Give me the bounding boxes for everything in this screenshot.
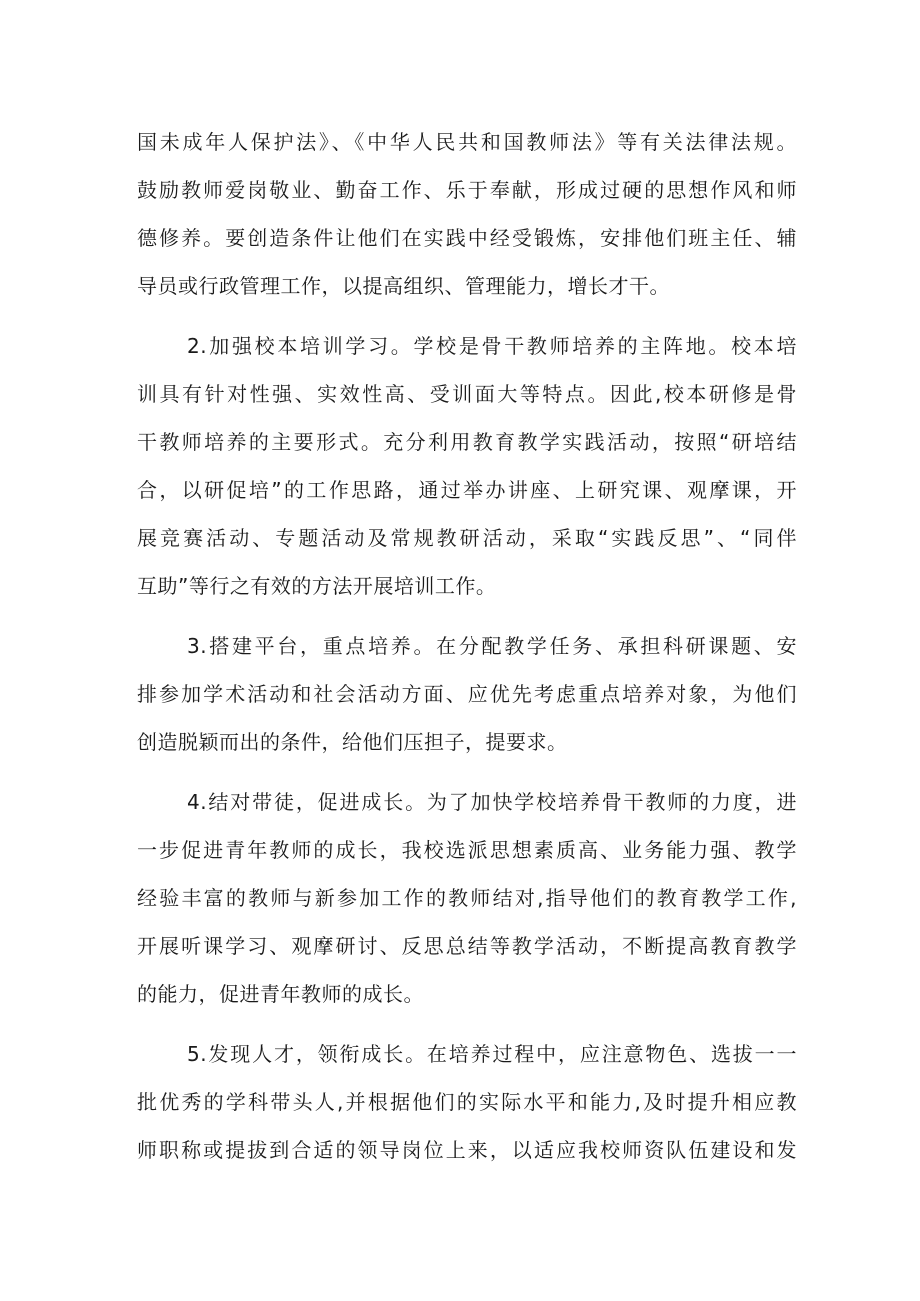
paragraph-line: 5.发现人才，领衔成长。在培养过程中，应注意物色、选拔一一 bbox=[187, 1042, 797, 1066]
paragraph-line: 合，以研促培”的工作思路，通过举办讲座、上研究课、观摩课，开 bbox=[137, 478, 797, 502]
paragraph-line: 的能力，促进青年教师的成长。 bbox=[137, 982, 424, 1006]
paragraph-2 bbox=[137, 322, 797, 610]
paragraph-line: 展竞赛活动、专题活动及常规教研活动，采取“实践反思”、“同伴 bbox=[137, 526, 797, 550]
paragraph-line: 国未成年人保护法》、《中华人民共和国教师法》等有关法律法规。 bbox=[137, 130, 797, 154]
paragraph-line: 4.结对带徒，促进成长。为了加快学校培养骨干教师的力度，进 bbox=[187, 790, 797, 814]
paragraph-line: 互助”等行之有效的方法开展培训工作。 bbox=[137, 574, 497, 598]
paragraph-line: 开展听课学习、观摩研讨、反思总结等教学活动，不断提高教育教学 bbox=[137, 934, 797, 958]
paragraph-line: 师职称或提拔到合适的领导岗位上来，以适应我校师资队伍建设和发 bbox=[137, 1138, 797, 1162]
paragraph-line: 批优秀的学科带头人,并根据他们的实际水平和能力,及时提升相应教 bbox=[137, 1090, 797, 1114]
paragraph-line: 2.加强校本培训学习。学校是骨干教师培养的主阵地。校本培 bbox=[187, 334, 797, 358]
paragraph-line: 排参加学术活动和社会活动方面、应优先考虑重点培养对象，为他们 bbox=[137, 682, 797, 706]
paragraph-5 bbox=[137, 1030, 797, 1174]
paragraph-line: 一步促进青年教师的成长，我校选派思想素质高、业务能力强、教学 bbox=[137, 838, 797, 862]
paragraph-line: 3.搭建平台，重点培养。在分配教学任务、承担科研课题、安 bbox=[187, 634, 797, 658]
paragraph-1 bbox=[137, 118, 797, 310]
paragraph-3 bbox=[137, 622, 797, 766]
paragraph-line: 干教师培养的主要形式。充分利用教育教学实践活动，按照“研培结 bbox=[137, 430, 797, 454]
paragraph-line: 鼓励教师爱岗敬业、勤奋工作、乐于奉献，形成过硬的思想作风和师 bbox=[137, 178, 797, 202]
paragraph-line: 经验丰富的教师与新参加工作的教师结对,指导他们的教育教学工作, bbox=[137, 886, 797, 910]
paragraph-line: 训具有针对性强、实效性高、受训面大等特点。因此,校本研修是骨 bbox=[137, 382, 797, 406]
document-body bbox=[137, 118, 797, 1186]
paragraph-line: 创造脱颖而出的条件，给他们压担子，提要求。 bbox=[137, 730, 568, 754]
paragraph-line: 德修养。要创造条件让他们在实践中经受锻炼，安排他们班主任、辅 bbox=[137, 226, 797, 250]
paragraph-line: 导员或行政管理工作，以提高组织、管理能力，增长才干。 bbox=[137, 274, 670, 298]
paragraph-4 bbox=[137, 778, 797, 1018]
